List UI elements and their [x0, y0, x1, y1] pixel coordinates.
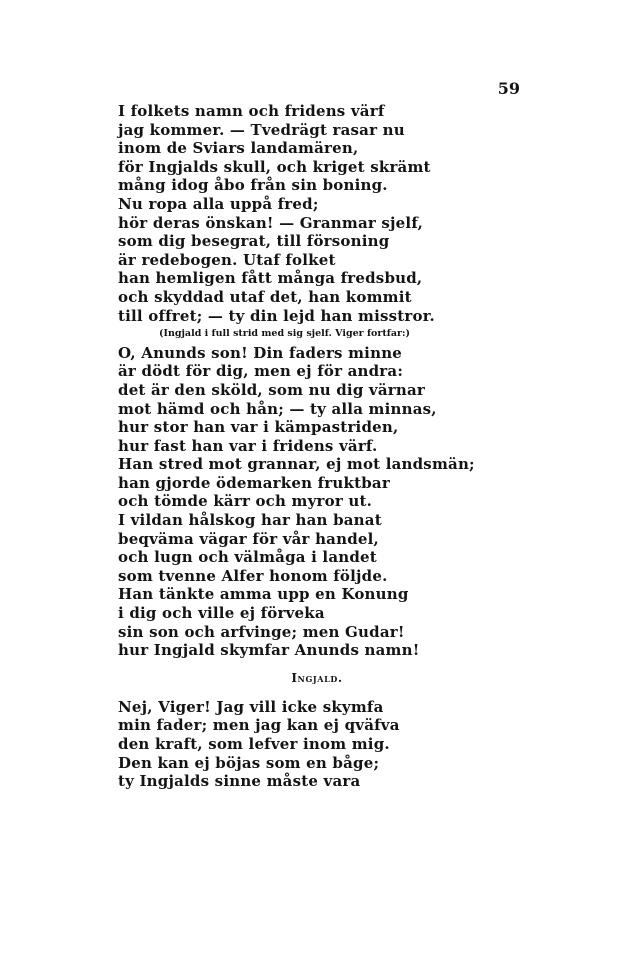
speech-ingjald — [118, 698, 518, 791]
verse-line: i dig och ville ej förveka — [118, 604, 325, 623]
verse-line: han hemligen fått många fredsbud, — [118, 269, 423, 288]
verse-line: I vildan hålskog har han banat — [118, 511, 382, 530]
verse-line: och tömde kärr och myror ut. — [118, 492, 373, 511]
verse-line: och lugn och välmåga i landet — [118, 548, 377, 567]
stage-direction: (Ingjald i full strid med sig sjelf. Viger fortfar:) — [159, 328, 411, 340]
verse-line: sin son och arfvinge; men Gudar! — [118, 622, 405, 641]
verse-line: till offret; — ty din lejd han misstror. — [118, 306, 435, 325]
verse-line: hur stor han var i kämpastriden, — [118, 418, 399, 437]
verse-line: mot hämd och hån; — ty alla minnas, — [118, 399, 437, 418]
verse-line: Han tänkte amma upp en Konung — [118, 585, 409, 604]
verse-line: inom de Sviars landamären, — [118, 139, 359, 158]
verse-line: I folkets namn och fridens värf — [118, 102, 385, 120]
verse-line: är dödt för dig, men ej för andra: — [118, 362, 404, 381]
verse-line: han gjorde ödemarken fruktbar — [118, 473, 390, 492]
verse-line: den kraft, som lefver inom mig. — [118, 735, 390, 753]
verse-line: hör deras önskan! — Granmar sjelf, — [118, 213, 424, 232]
speech-viger — [118, 102, 518, 325]
verse-line: är redebogen. Utaf folket — [118, 250, 336, 269]
verse-line: min fader; men jag kan ej qväfva — [118, 716, 400, 735]
verse-line: Den kan ej böjas som en båge; — [118, 753, 380, 772]
verse-line: hur fast han var i fridens värf. — [118, 436, 378, 455]
verse-line: det är den sköld, som nu dig värnar — [118, 380, 425, 399]
verse-line: som dig besegrat, till försoning — [118, 232, 390, 251]
speaker-name: Ingjald. — [291, 670, 343, 685]
verse-line: ty Ingjalds sinne måste vara — [118, 772, 361, 791]
verse-line: beqväma vägar för vår handel, — [118, 529, 379, 548]
speech-viger-continued — [118, 344, 518, 660]
verse-line: som tvenne Alfer honom följde. — [118, 566, 388, 585]
verse-line: jag kommer. — Tvedrägt rasar nu — [118, 120, 405, 139]
verse-line: Han stred mot grannar, ej mot landsmän; — [118, 455, 475, 474]
verse-line: Nej, Viger! Jag vill icke skymfa — [118, 697, 384, 716]
verse-line: mång idog åbo från sin boning. — [118, 176, 388, 195]
verse-line: Nu ropa alla uppå fred; — [118, 194, 319, 213]
page-number: 59 — [497, 79, 520, 98]
verse-line: och skyddad utaf det, han kommit — [118, 287, 412, 306]
verse-line: O, Anunds son! Din faders minne — [118, 343, 403, 362]
verse-line: för Ingjalds skull, och kriget skrämt — [118, 157, 431, 176]
poem-text — [118, 102, 518, 791]
verse-line: hur Ingjald skymfar Anunds namn! — [118, 641, 420, 660]
